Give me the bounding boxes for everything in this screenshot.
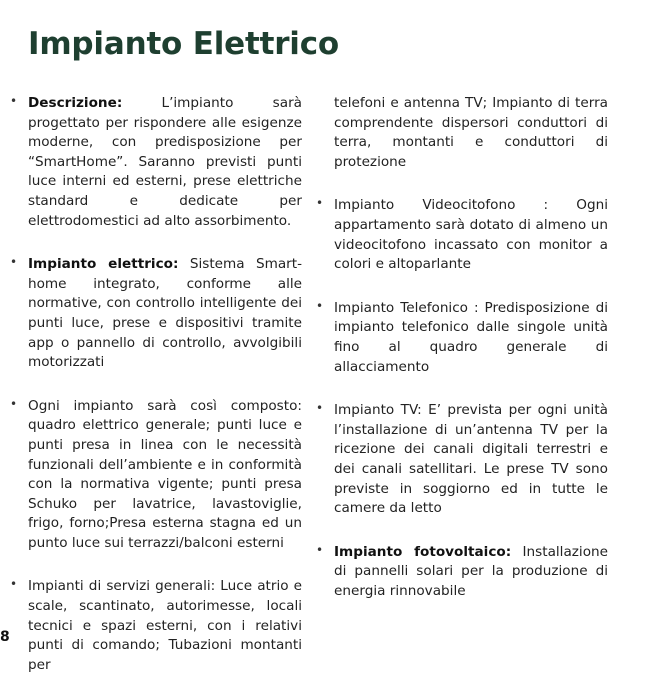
bullet-icon: • <box>10 577 18 592</box>
bullet-icon: • <box>10 94 18 108</box>
item-text: Impianto TV: E’ prevista per ogni unità l’installazione di un’antenna TV per la ricezione dei canali digitali terrestri e dei canali satellitari. Le prese TV sono previste in soggiorno ed in tutte le camere da letto <box>334 402 608 517</box>
item-text: Impianti di servizi generali: Luce atrio e scale, scantinato, autorimesse, locali tecnici e spazi esterni, con i relativi punti di comando; Tubazioni montanti per <box>28 578 302 673</box>
list-item-descrizione <box>10 94 302 231</box>
list-item-telefonico <box>316 299 608 377</box>
item-text: Sistema Smart-home integrato, conforme alle normative, con controllo intelligente dei punti luce, prese e dispositivi tramite app o pannello di controllo, avvolgibili motorizzati <box>28 256 303 371</box>
item-lead: Impianto fotovoltaico: <box>334 543 512 560</box>
list-item-fotovoltaico <box>316 543 608 602</box>
item-text: Installazione di pannelli solari per la produzione di energia rinnovabile <box>334 543 608 599</box>
item-text: telefoni e antenna TV; Impianto di terra comprendente dispersori conduttori di terra, montanti e conduttori di protezione <box>334 95 608 170</box>
bullet-icon: • <box>316 542 324 557</box>
item-lead: Impianto elettrico: <box>28 256 179 273</box>
item-text: Ogni impianto sarà così composto: quadro elettrico generale; punti luce e punti presa in linea con le necessità funzionali dell’ambiente e in conformità con la normativa vigente; punti presa Schuko per lavatrice, lavastoviglie, frigo, forno;Presa esterna stagna ed un punto luce sui terrazzi/balconi esterni <box>28 397 302 551</box>
list-item-continuation <box>316 94 608 172</box>
page-number: 8 <box>0 629 10 645</box>
right-column <box>316 94 608 625</box>
left-column <box>10 94 302 699</box>
item-text: Impianto Videocitofono : Ogni appartamento sarà dotato di almeno un videocitofono incassato con monitor a colori e altoparlante <box>334 197 608 273</box>
bullet-icon: • <box>316 401 324 416</box>
list-item-composizione <box>10 397 302 554</box>
list-item-tv <box>316 401 608 519</box>
bullet-icon: • <box>316 298 324 313</box>
bullet-icon: • <box>10 255 18 270</box>
item-text: L’impianto sarà progettato per rispondere alle esigenze moderne, con predisposizione per “SmartHome”. Saranno previsti punti luce interni ed esterni, prese elettriche standard e dedicate per elettrodomestici ad alto assorbimento. <box>28 95 302 229</box>
bullet-icon: • <box>316 196 324 211</box>
list-item-impianto-elettrico <box>10 255 302 373</box>
list-item-servizi-generali <box>10 577 302 675</box>
bullet-icon: • <box>10 396 18 411</box>
item-lead: Descrizione: <box>28 95 123 111</box>
item-text: Impianto Telefonico : Predisposizione di impianto telefonico dalle singole unità fino al quadro generale di allacciamento <box>334 299 608 375</box>
list-item-videocitofono <box>316 196 608 274</box>
page-title: Impianto Elettrico <box>28 26 340 62</box>
